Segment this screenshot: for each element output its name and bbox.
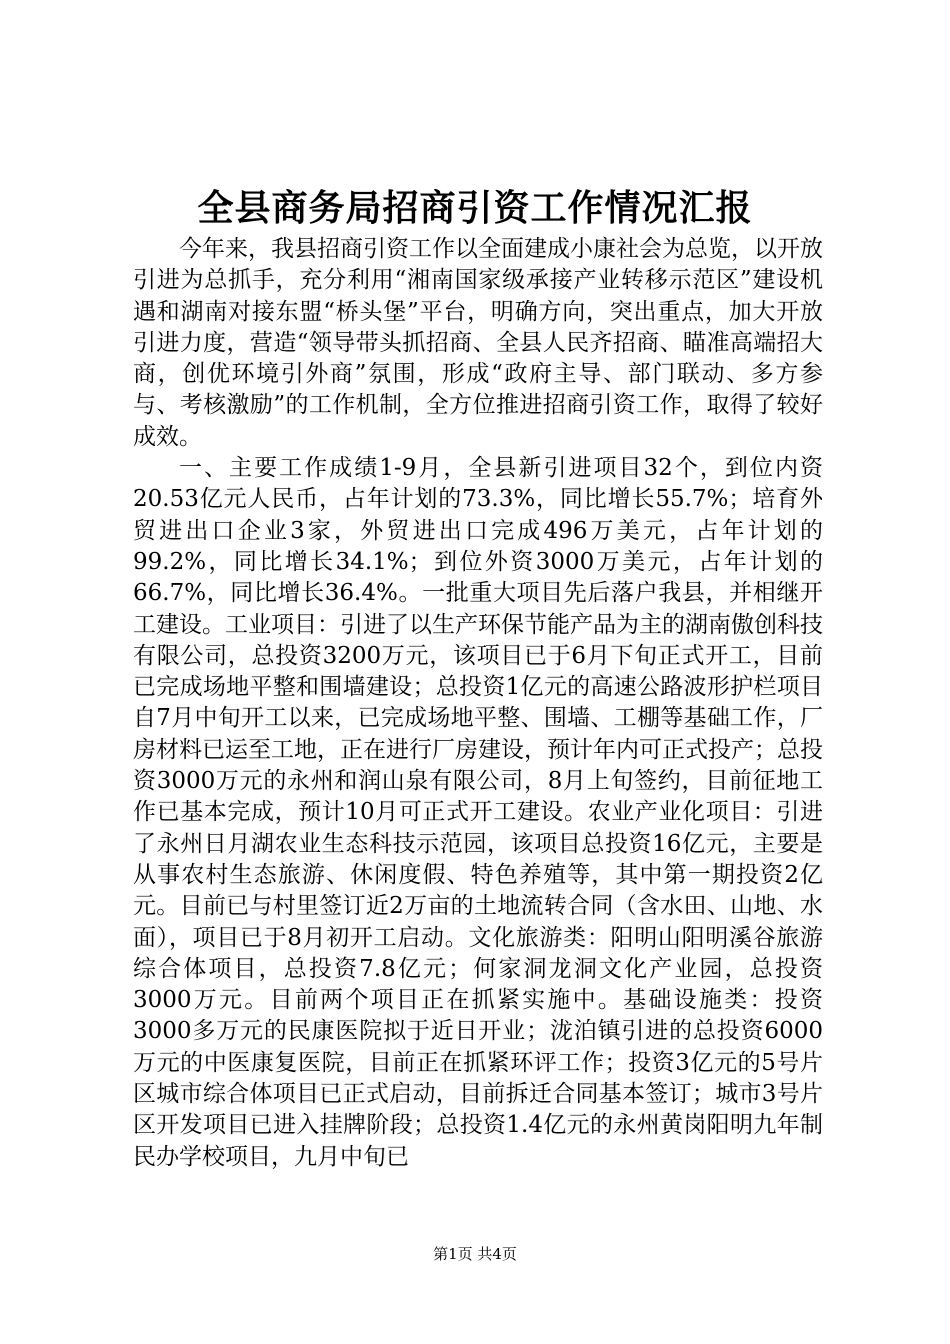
paragraph-achievements: 一、主要工作成绩1-9月，全县新引进项目32个，到位内资20.53亿元人民币，占年计划的73.3%，同比增长55.7%；培育外贸进出口企业3家，外贸进出口完成496万美元，占年计划的99.2%，同比增长34.1%；到位外资3000万美元，占年计划的66.7%，同比增长36.4%。一批重大项目先后落户我县，并相继开工建设。工业项目：引进了以生产环保节能产品为主的湖南傲创科技有限公司，总投资3200万元，该项目已于6月下旬正式开工，目前已完成场地平整和围墙建设；总投资1亿元的高速公路波形护栏项目自7月中旬开工以来，已完成场地平整、围墙、工棚等基础工作，厂房材料已运至工地，正在进行厂房建设，预计年内可正式投产；总投资3000万元的永州和润山泉有限公司，8月上旬签约，目前征地工作已基本完成，预计10月可正式开工建设。农业产业化项目：引进了永州日月湖农业生态科技示范园，该项目总投资16亿元，主要是从事农村生态旅游、休闲度假、特色养殖等，其中第一期投资2亿元。目前已与村里签订近2万亩的土地流转合同（含水田、山地、水面），项目已于8月初开工启动。文化旅游类：阳明山阳明溪谷旅游综合体项目，总投资7.8亿元；何家洞龙洞文化产业园，总投资3000万元。目前两个项目正在抓紧实施中。基础设施类：投资3000多万元的民康医院拟于近日开业；泷泊镇引进的总投资6000万元的中医康复医院，目前正在抓紧环评工作；投资3亿元的5号片区城市综合体项目已正式启动，目前拆迁合同基本签订；城市3号片区开发项目已进入挂牌阶段；总投资1.4亿元的永州黄岗阳明九年制民办学校项目，九月中旬已 [133,455,823,1170]
document-body [133,234,823,1173]
page-number-footer: 第1页 共4页 [433,1245,517,1263]
paragraph-intro: 今年来，我县招商引资工作以全面建成小康社会为总览，以开放引进为总抓手，充分利用“湘南国家级承接产业转移示范区”建设机遇和湖南对接东盟“桥头堡”平台，明确方向，突出重点，加大开放引进力度，营造“领导带头抓招商、全县人民齐招商、瞄准高端招大商，创优环境引外商”氛围，形成“政府主导、部门联动、多方参与、考核激励”的工作机制，全方位推进招商引资工作，取得了较好成效。 [133,236,823,450]
document-title: 全县商务局招商引资工作情况汇报 [197,187,753,229]
